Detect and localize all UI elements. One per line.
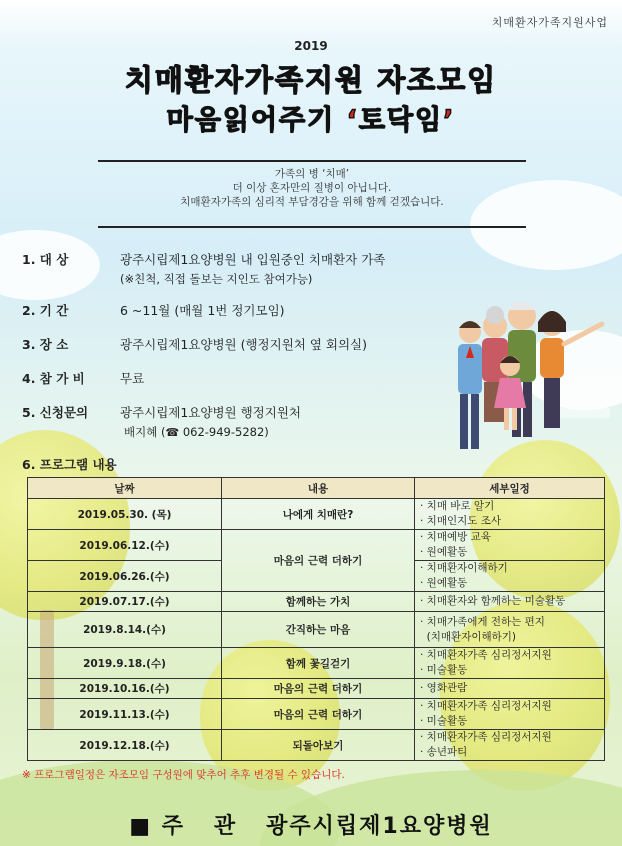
table-header-content: 내용: [222, 478, 415, 499]
table-row: [28, 592, 605, 612]
row-content: 함께 꽃길걷기: [222, 648, 415, 679]
row-date: 2019.9.18.(수): [28, 648, 222, 679]
contact-name: 배지혜 (: [124, 425, 166, 439]
detail-line: · 치매환자가족 심리정서지원: [420, 700, 552, 712]
detail-line: · 영화관람: [420, 682, 468, 694]
row-content: 함께하는 가치: [222, 592, 415, 612]
detail-line: · 원예활동: [420, 546, 468, 558]
organizer-tag: 치매환자가족지원사업: [491, 16, 608, 29]
row-content: 마음의 근력 더하기: [222, 679, 415, 699]
table-row: [28, 612, 605, 648]
detail-line: · 치매 바로 알기: [420, 500, 495, 512]
row-detail: [415, 499, 605, 530]
schedule-notice: ※ 프로그램일정은 자조모임 구성원에 맞추어 추후 변경될 수 있습니다.: [22, 769, 345, 781]
table-header-row: [28, 478, 605, 499]
detail-line: · 원예활동: [420, 577, 468, 589]
detail-line: · 송년파티: [420, 746, 468, 758]
row-content: 마음의 근력 더하기: [222, 530, 415, 592]
info-value: 6 ~11월 (매월 1번 정기모임): [120, 303, 285, 318]
contact-line: [120, 424, 450, 440]
row-detail: [415, 561, 605, 592]
info-label: 1. 대 상: [22, 252, 69, 267]
program-table: [27, 477, 605, 761]
info-value: [120, 403, 450, 440]
table-row: [28, 699, 605, 730]
row-date: 2019.8.14.(수): [28, 612, 222, 648]
row-detail: [415, 648, 605, 679]
info-value-text: 광주시립제1요양병원 내 입원중인 치매환자 가족: [120, 252, 386, 267]
detail-line: · 치매환자가족 심리정서지원: [420, 731, 552, 743]
row-date: 2019.05.30. (목): [28, 499, 222, 530]
row-date: 2019.06.26.(수): [28, 561, 222, 592]
row-date: 2019.12.18.(수): [28, 730, 222, 761]
table-row: [28, 499, 605, 530]
intro-line: 치매환자가족의 심리적 부담경감을 위해 함께 걷겠습니다.: [180, 196, 444, 208]
table-row: [28, 530, 605, 561]
intro-line: 더 이상 혼자만의 질병이 아닙니다.: [232, 182, 392, 194]
intro-line: 가족의 병 ‘치매’: [274, 168, 350, 180]
table-header-detail: 세부일정: [415, 478, 605, 499]
row-date: 2019.10.16.(수): [28, 679, 222, 699]
row-detail: [415, 730, 605, 761]
info-label: 5. 신청문의: [22, 405, 89, 420]
year-label: 2019: [294, 39, 328, 53]
row-content: 나에게 치매란?: [222, 499, 415, 530]
poster-subtitle: 마음읽어주기 ‘토닥임’: [166, 105, 456, 136]
detail-line: · 미술활동: [420, 715, 468, 727]
row-detail: [415, 612, 605, 648]
intro-box: [98, 160, 526, 228]
row-date: 2019.06.12.(수): [28, 530, 222, 561]
detail-line: · 치매가족에게 전하는 편지: [420, 615, 545, 628]
detail-line: · 치매인지도 조사: [420, 515, 502, 527]
info-label: 3. 장 소: [22, 337, 69, 352]
info-value-sub: (※친척, 직접 돌보는 지인도 참여가능): [120, 272, 313, 286]
detail-line: · 치매예방 교육: [420, 531, 491, 543]
info-value: [120, 250, 450, 287]
detail-line: · 치매환자이해하기: [420, 562, 508, 574]
info-label: 4. 참 가 비: [22, 371, 85, 386]
family-illustration-icon: [452, 288, 612, 468]
info-value-text: 광주시립제1요양병원 행정지원처: [120, 405, 301, 420]
row-content: 되돌아보기: [222, 730, 415, 761]
contact-phone: 062-949-5282): [179, 425, 269, 439]
table-row: [28, 679, 605, 699]
info-label: 2. 기 간: [22, 303, 69, 318]
info-value: 무료: [120, 371, 145, 386]
poster-title: 치매환자가족지원 자조모임: [124, 63, 498, 97]
program-section-title: 6. 프로그램 내용: [22, 457, 117, 472]
detail-line: · 미술활동: [420, 664, 468, 676]
phone-icon: ☎: [165, 426, 180, 439]
info-value: 광주시립제1요양병원 (행정지원처 옆 회의실): [120, 337, 367, 352]
row-detail: [415, 530, 605, 561]
table-row: [28, 730, 605, 761]
detail-line: · 치매환자가족 심리정서지원: [420, 649, 552, 661]
row-date: 2019.11.13.(수): [28, 699, 222, 730]
table-row: [28, 648, 605, 679]
row-date: 2019.07.17.(수): [28, 592, 222, 612]
detail-line: · 치매환자와 함께하는 미술활동: [420, 595, 566, 607]
host-footer: ■ 주 관 광주시립제1요양병원: [129, 814, 493, 839]
row-detail: [415, 592, 605, 612]
detail-line: (치매환자이해하기): [420, 630, 517, 643]
row-content: 간직하는 마음: [222, 612, 415, 648]
table-header-date: 날짜: [28, 478, 222, 499]
row-detail: [415, 679, 605, 699]
row-content: 마음의 근력 더하기: [222, 699, 415, 730]
row-detail: [415, 699, 605, 730]
